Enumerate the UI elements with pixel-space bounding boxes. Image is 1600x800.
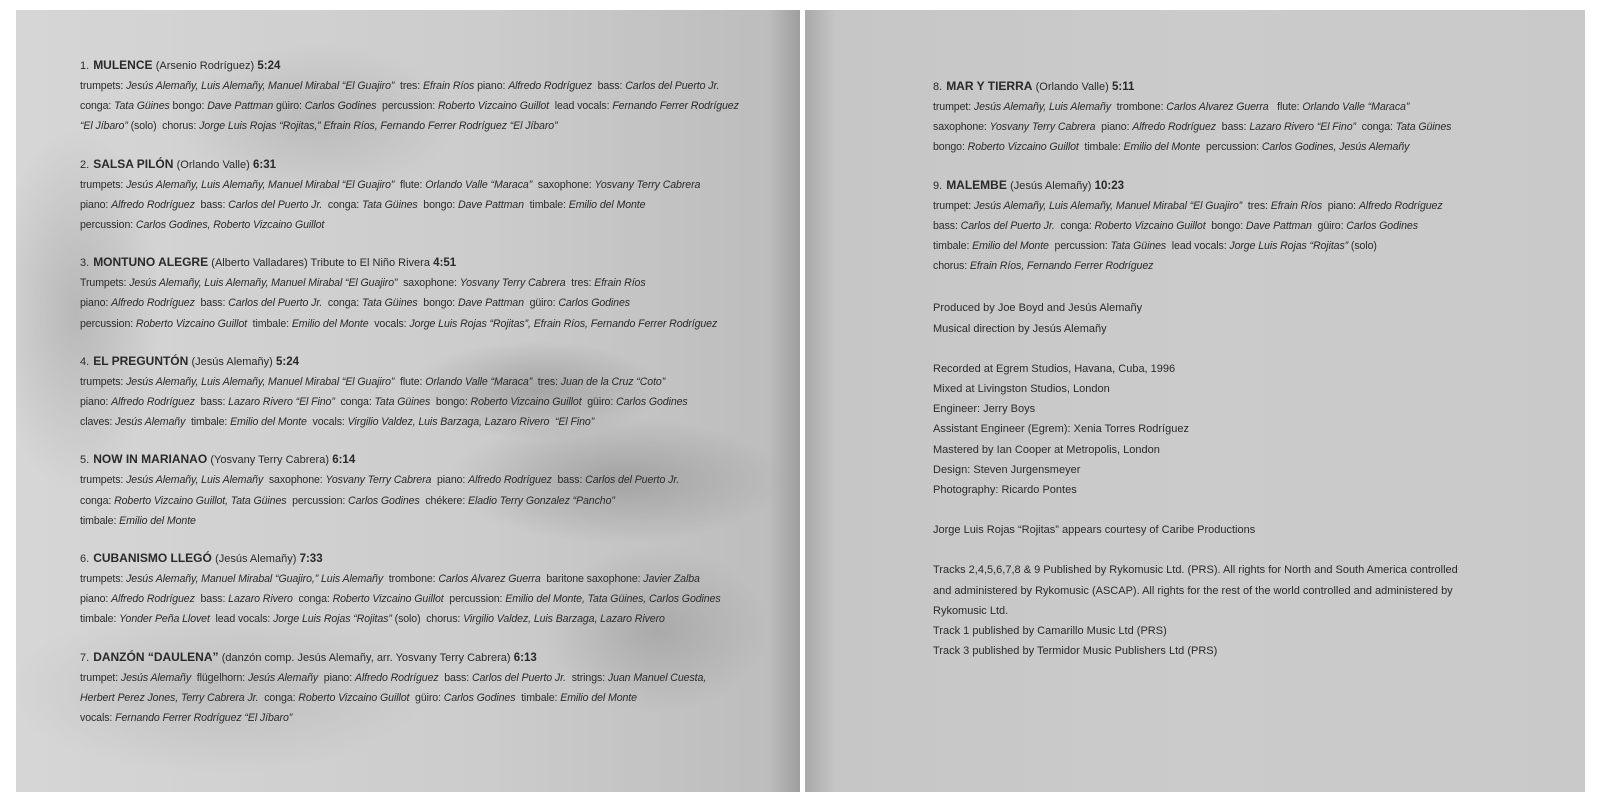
performer-names: Roberto Vizcaino Guillot [135, 317, 247, 330]
performer-names: Yonder Peña Llovet [119, 613, 210, 626]
instrument-role: bass: [933, 219, 961, 232]
instrument-role: piano: [318, 671, 355, 684]
performer-names: Tata Güines [1110, 240, 1167, 253]
performer-names: Juan de la Cruz “Coto” [560, 375, 666, 388]
instrument-role: tres: [394, 80, 423, 92]
track-heading [933, 76, 1573, 97]
track-credits [80, 569, 770, 630]
performer-names: Jesús Alemañy, Luis Alemañy, Manuel Mirabal “El Guajiro” [129, 277, 398, 290]
credit-line [933, 97, 1573, 117]
performer-names: Jesús Alemañy, Luis Alemañy [126, 474, 264, 487]
instrument-role: conga: [322, 198, 362, 211]
publishing-line: and administered by Rykomusic (ASCAP). All rights for the rest of the world controlled and administered by [933, 584, 1453, 597]
instrument-role: trumpets: [80, 375, 127, 388]
performer-names: Jorge Luis Rojas “Rojitas”, Efrain Ríos, Fernando Ferrer Rodríguez [409, 317, 718, 330]
track-title: CUBANISMO LLEGÓ [93, 551, 212, 566]
performer-names: Tata Güines [361, 297, 418, 310]
credit-line: Musical direction by Jesús Alemañy [933, 322, 1107, 335]
track-6 [80, 548, 770, 630]
performer-names: Roberto Vizcaino Guillot [437, 100, 550, 113]
performer-names: Javier Zalba [643, 573, 700, 586]
track-credits [80, 372, 770, 433]
performer-names: Jesús Alemañy, Manuel Mirabal “Guajiro,” Luis Alemañy [126, 573, 384, 586]
instrument-role: bass: [1215, 121, 1250, 134]
instrument-role: bass: [194, 396, 229, 409]
track-8 [933, 76, 1573, 158]
instrument-role: güiro: [409, 691, 444, 704]
track-composer: (Yosvany Terry Cabrera) [210, 454, 329, 467]
instrument-role: percussion: [286, 494, 349, 507]
instrument-role: claves: [80, 416, 116, 429]
performer-names: Alfredo Rodríguez [354, 671, 439, 684]
credit-line [80, 708, 770, 728]
performer-names: Alfredo Rodríguez [111, 297, 195, 310]
track-title: SALSA PILÓN [93, 156, 174, 171]
performer-names: Jesús Alemañy [115, 416, 186, 429]
track-heading [80, 647, 770, 668]
instrument-role: bass: [438, 671, 472, 684]
instrument-role: piano: [431, 474, 469, 487]
performer-names: Emilio del Monte [291, 317, 369, 330]
instrument-role: trombone: [383, 573, 439, 586]
performer-names: Emilio del Monte, Tata Güines, Carlos Godines [505, 593, 721, 606]
instrument-role: percussion: [1200, 141, 1262, 154]
instrument-role: timbale: [185, 416, 231, 429]
performer-names: Dave Pattman [207, 100, 274, 113]
track-credits [80, 470, 770, 531]
credit-line [80, 688, 770, 708]
credit-line [80, 609, 770, 629]
credit-line [933, 137, 1573, 157]
performer-names: Fernando Ferrer Rodríguez [612, 100, 739, 113]
track-heading [80, 449, 770, 470]
instrument-role: percussion: [80, 219, 136, 232]
credit-line: Photography: Ricardo Pontes [933, 484, 1077, 497]
performer-names: Emilio del Monte [119, 514, 196, 527]
instrument-role: güiro: [273, 100, 305, 113]
instrument-role: chékere: [419, 494, 469, 507]
instrument-role: flute: [394, 375, 426, 388]
instrument-role: bongo: [1205, 219, 1246, 232]
instrument-role: baritone saxophone: [540, 573, 644, 586]
instrument-role: bass: [551, 474, 586, 487]
track-title: MALEMBE [946, 177, 1007, 192]
instrument-role: trumpets: [80, 178, 127, 191]
instrument-role: güiro: [1311, 219, 1347, 232]
instrument-role: (solo) chorus: [391, 613, 464, 626]
instrument-role: trombone: [1110, 101, 1167, 113]
track-number: 4. [80, 355, 90, 368]
performer-names: Carlos del Puerto Jr. [228, 297, 323, 310]
performer-names: Roberto Vizcaino Guillot [332, 593, 444, 606]
instrument-role: flügelhorn: [191, 671, 248, 684]
performer-names: Yosvany Terry Cabrera [325, 474, 432, 487]
performer-names: Jesús Alemañy, Luis Alemañy, Manuel Mirabal “El Guajiro” [126, 178, 395, 191]
left-booklet-page [16, 10, 800, 792]
performer-names: Carlos Godines, Jesús Alemañy [1261, 141, 1410, 154]
track-credits [933, 196, 1573, 277]
track-composer: (Orlando Valle) [1035, 81, 1109, 93]
track-duration: 6:14 [332, 454, 356, 467]
instrument-role: tres: [532, 375, 561, 388]
instrument-role: trumpet: [80, 671, 121, 684]
credit-line [80, 589, 770, 609]
track-duration: 5:11 [1112, 81, 1135, 93]
instrument-role: conga: [1355, 121, 1396, 134]
recording-credits [933, 359, 1573, 500]
instrument-role: tres: [565, 277, 595, 290]
performer-names: Tata Güines [374, 396, 431, 409]
instrument-role: bongo: [417, 198, 458, 211]
credit-line: Mixed at Livingston Studios, London [933, 383, 1110, 396]
performer-names: Orlando Valle “Maraca” [425, 178, 533, 191]
instrument-role: conga: [80, 494, 115, 507]
instrument-role: piano: [1095, 121, 1133, 134]
track-heading [80, 154, 770, 175]
credit-line [933, 236, 1573, 256]
publishing-line: Track 1 published by Camarillo Music Ltd (PRS) [933, 625, 1167, 638]
instrument-role: piano: [80, 593, 112, 606]
left-tracklist [80, 55, 770, 745]
publishing-notice [933, 560, 1573, 661]
track-2 [80, 154, 770, 236]
track-number: 1. [80, 60, 90, 72]
courtesy-line: Jorge Luis Rojas “Rojitas” appears courtesy of Caribe Productions [933, 524, 1256, 537]
credit-line [80, 215, 770, 235]
instrument-role: lead vocals: [549, 100, 613, 113]
track-duration: 6:31 [253, 158, 277, 171]
performer-names: Alfredo Rodríguez [111, 198, 195, 211]
instrument-role: trumpet: [933, 199, 974, 212]
track-number: 7. [80, 651, 90, 664]
credit-line [80, 392, 770, 412]
credit-line: Engineer: Jerry Boys [933, 403, 1036, 416]
credit-line: Design: Steven Jurgensmeyer [933, 463, 1081, 476]
instrument-role: tres: [1242, 199, 1271, 212]
track-heading [80, 252, 770, 273]
instrument-role: percussion: [443, 593, 506, 606]
credit-line: Recorded at Egrem Studios, Havana, Cuba, 1996 [933, 362, 1176, 375]
instrument-role: timbale: [80, 613, 120, 626]
track-composer: (Jesús Alemañy) [1010, 179, 1092, 192]
production-credits [933, 298, 1573, 338]
track-3 [80, 252, 770, 334]
track-number: 9. [933, 179, 943, 192]
instrument-role: conga: [80, 100, 115, 113]
credit-line [80, 293, 770, 313]
instrument-role: trumpets: [80, 474, 127, 487]
track-title: EL PREGUNTÓN [93, 353, 189, 368]
performer-names: Virgilio Valdez, Luis Barzaga, Lazaro Rivero “El Fino” [347, 416, 595, 429]
performer-names: Emilio del Monte [568, 198, 646, 211]
instrument-role: timbale: [80, 514, 120, 527]
performer-names: Carlos Godines, Roberto Vizcaino Guillot [135, 219, 325, 232]
track-composer: (Jesús Alemañy) [215, 553, 297, 566]
track-composer: (Jesús Alemañy) [191, 355, 273, 368]
track-duration: 5:24 [276, 355, 300, 368]
track-title: MAR Y TIERRA [946, 79, 1033, 93]
performer-names: Emilio del Monte [1123, 141, 1201, 154]
credit-line [80, 511, 770, 531]
credit-line [80, 116, 770, 136]
instrument-role: bass: [194, 198, 229, 211]
performer-names: Juan Manuel Cuesta, [607, 671, 707, 684]
right-content [933, 76, 1573, 661]
track-1 [80, 55, 770, 137]
performer-names: Alfredo Rodríguez [111, 593, 195, 606]
track-credits [933, 97, 1573, 158]
track-composer: (Alberto Valladares) [211, 257, 308, 270]
credit-line [80, 76, 770, 96]
performer-names: Roberto Vizcaino Guillot [298, 691, 410, 704]
credit-line [80, 470, 770, 490]
performer-names: Roberto Vizcaino Guillot [470, 396, 582, 409]
performer-names: Carlos Alvarez Guerra [1166, 101, 1269, 113]
instrument-role: bongo: [933, 141, 968, 154]
performer-names: Alfredo Rodríguez [1358, 199, 1443, 212]
instrument-role: percussion: [80, 317, 136, 330]
instrument-role: saxophone: [263, 474, 326, 487]
performer-names: Efrain Ríos, Fernando Ferrer Rodríguez [969, 260, 1154, 273]
instrument-role: bongo: [430, 396, 471, 409]
performer-names: Roberto Vizcaino Guillot [1094, 219, 1206, 232]
track-heading [933, 175, 1573, 196]
track-heading [80, 55, 770, 76]
track-number: 8. [933, 81, 943, 93]
performer-names: Jesús Alemañy, Luis Alemañy [973, 101, 1111, 113]
performer-names: Carlos Godines [304, 100, 377, 113]
performer-names: Carlos del Puerto Jr. [228, 198, 323, 211]
performer-names: Fernando Ferrer Rodríguez “El Jíbaro” [115, 712, 293, 725]
track-title: NOW IN MARIANAO [93, 452, 208, 467]
track-credits [80, 76, 770, 137]
performer-names: Orlando Valle “Maraca” [425, 375, 533, 388]
track-number: 6. [80, 553, 90, 566]
instrument-role: timbale: [523, 198, 569, 211]
instrument-role: piano: [80, 198, 112, 211]
track-title: MONTUNO ALEGRE [93, 255, 209, 270]
performer-names: Efrain Ríos [594, 277, 646, 290]
performer-names: Lazaro Rivero “El Fino” [228, 396, 335, 409]
track-credits [80, 668, 770, 729]
credit-line [933, 216, 1573, 236]
credit-line [80, 314, 770, 334]
publishing-line: Tracks 2,4,5,6,7,8 & 9 Published by Rykomusic Ltd. (PRS). All rights for North and South America controlled [933, 564, 1458, 577]
performer-names: Jesús Alemañy, Luis Alemañy, Manuel Mirabal “El Guajiro” [126, 80, 395, 92]
track-composer: (danzón comp. Jesús Alemañy, arr. Yosvany Terry Cabrera) [221, 651, 511, 664]
performer-names: “El Jíbaro” [80, 120, 128, 133]
instrument-role: saxophone: [532, 178, 595, 191]
right-booklet-page [805, 10, 1585, 792]
instrument-role: trumpet: [933, 101, 974, 113]
track-composer: (Arsenio Rodríguez) [155, 60, 255, 72]
credit-line [80, 569, 770, 589]
instrument-role: (solo) [1348, 240, 1377, 253]
instrument-role: conga: [258, 691, 299, 704]
performer-names: Jorge Luis Rojas “Rojitas,” Efrain Ríos, Fernando Ferrer Rodríguez “El Jíbaro” [199, 120, 558, 133]
credit-line: Produced by Joe Boyd and Jesús Alemañy [933, 302, 1143, 315]
instrument-role: bass: [194, 297, 229, 310]
instrument-role: trumpets: [80, 80, 127, 92]
instrument-role: percussion: [376, 100, 438, 113]
track-number: 2. [80, 158, 90, 171]
track-composer: (Orlando Valle) [176, 158, 250, 171]
instrument-role: timbale: [1078, 141, 1124, 154]
instrument-role: bongo: [417, 297, 458, 310]
instrument-role: timbale: [515, 691, 561, 704]
track-duration: 6:13 [513, 651, 537, 664]
instrument-role: vocals: [80, 712, 116, 725]
performer-names: Roberto Vizcaino Guillot [967, 141, 1079, 154]
credit-line [80, 175, 770, 195]
publishing-line: Track 3 published by Termidor Music Publishers Ltd (PRS) [933, 645, 1218, 658]
track-duration: 10:23 [1094, 179, 1124, 192]
track-5 [80, 449, 770, 531]
instrument-role: piano: [1322, 199, 1359, 212]
courtesy-note [933, 520, 1573, 540]
performer-names: Yosvany Terry Cabrera [459, 277, 566, 290]
instrument-role: lead vocals: [209, 613, 274, 626]
instrument-role: piano: [80, 297, 112, 310]
right-tracklist [933, 76, 1573, 276]
track-9 [933, 175, 1573, 277]
instrument-role: percussion: [1048, 240, 1111, 253]
credit-line [80, 491, 770, 511]
performer-names: Carlos Godines [348, 494, 420, 507]
performer-names: Alfredo Rodríguez [468, 474, 552, 487]
performer-names: Jorge Luis Rojas “Rojitas” [273, 613, 392, 626]
credit-line [933, 256, 1573, 276]
performer-names: Carlos Godines [558, 297, 630, 310]
track-note: Tribute to El Niño Rivera [307, 257, 430, 270]
instrument-role: lead vocals: [1166, 240, 1230, 253]
track-title: MULENCE [93, 58, 153, 72]
publishing-line: Rykomusic Ltd. [933, 604, 1009, 617]
credit-line: Assistant Engineer (Egrem): Xenia Torres Rodríguez [933, 423, 1189, 436]
instrument-role: (solo) chorus: [127, 120, 200, 133]
instrument-role: bass: [591, 80, 626, 92]
instrument-role: güiro: [523, 297, 559, 310]
credit-line: Mastered by Ian Cooper at Metropolis, London [933, 443, 1160, 456]
performer-names: Roberto Vizcaino Guillot, Tata Güines [114, 494, 287, 507]
instrument-role: saxophone: [397, 277, 460, 290]
performer-names: Herbert Perez Jones, Terry Cabrera Jr. [80, 691, 259, 704]
performer-names: Dave Pattman [457, 297, 524, 310]
performer-names: Tata Güines [1395, 121, 1452, 134]
track-4 [80, 351, 770, 433]
track-duration: 7:33 [299, 553, 323, 566]
instrument-role: conga: [334, 396, 375, 409]
performer-names: Carlos Godines [443, 691, 516, 704]
instrument-role: bongo: [169, 100, 208, 113]
performer-names: Jesús Alemañy [247, 671, 319, 684]
instrument-role: saxophone: [933, 121, 990, 134]
performer-names: Carlos del Puerto Jr. [625, 80, 720, 92]
track-title: DANZÓN “DAULENA” [93, 649, 219, 664]
instrument-role: flute: [394, 178, 426, 191]
performer-names: Alfredo Rodríguez [1132, 121, 1216, 134]
track-heading [80, 548, 770, 569]
instrument-role: bass: [194, 593, 229, 606]
performer-names: Jesús Alemañy, Luis Alemañy, Manuel Mirabal “El Guajiro” [126, 375, 395, 388]
track-duration: 5:24 [257, 60, 281, 72]
instrument-role: timbale: [246, 317, 292, 330]
performer-names: Eladio Terry Gonzalez “Pancho” [468, 494, 615, 507]
credit-line [80, 412, 770, 432]
performer-names: Virgilio Valdez, Luis Barzaga, Lazaro Rivero [463, 613, 665, 626]
performer-names: Carlos Alvarez Guerra [438, 573, 541, 586]
performer-names: Carlos Godines [616, 396, 688, 409]
instrument-role: conga: [292, 593, 333, 606]
credit-line [80, 668, 770, 688]
performer-names: Dave Pattman [1245, 219, 1312, 232]
performer-names: Carlos del Puerto Jr. [585, 474, 680, 487]
credit-line [80, 273, 770, 293]
performer-names: Tata Güines [361, 198, 418, 211]
credit-line [80, 195, 770, 215]
performer-names: Orlando Valle “Maraca” [1302, 101, 1410, 113]
instrument-role: strings: [566, 671, 608, 684]
instrument-role: chorus: [933, 260, 970, 273]
instrument-role: timbale: [933, 240, 973, 253]
instrument-role: Trumpets: [80, 277, 130, 290]
track-credits [80, 175, 770, 236]
performer-names: Tata Güines [114, 100, 170, 113]
instrument-role: piano: [474, 80, 509, 92]
performer-names: Carlos Godines [1346, 219, 1418, 232]
credit-line [80, 372, 770, 392]
performer-names: Alfredo Rodríguez [508, 80, 592, 92]
track-number: 5. [80, 454, 90, 467]
track-number: 3. [80, 257, 90, 270]
instrument-role: vocals: [368, 317, 410, 330]
track-credits [80, 273, 770, 334]
performer-names: Jesús Alemañy, Luis Alemañy, Manuel Mirabal “El Guajiro” [973, 199, 1243, 212]
performer-names: Lazaro Rivero [228, 593, 293, 606]
instrument-role: conga: [322, 297, 362, 310]
performer-names: Jorge Luis Rojas “Rojitas” [1229, 240, 1349, 253]
instrument-role: vocals: [306, 416, 348, 429]
performer-names: Dave Pattman [457, 198, 524, 211]
performer-names: Alfredo Rodríguez [111, 396, 195, 409]
performer-names: Emilio del Monte [972, 240, 1049, 253]
instrument-role: piano: [80, 396, 112, 409]
instrument-role: conga: [1054, 219, 1095, 232]
performer-names: Yosvany Terry Cabrera [594, 178, 701, 191]
performer-names: Emilio del Monte [560, 691, 637, 704]
performer-names: Carlos del Puerto Jr. [960, 219, 1055, 232]
performer-names: Lazaro Rivero “El Fino” [1249, 121, 1356, 134]
performer-names: Carlos del Puerto Jr. [471, 671, 567, 684]
track-7 [80, 647, 770, 729]
performer-names: Emilio del Monte [230, 416, 307, 429]
performer-names: Efrain Ríos [422, 80, 475, 92]
performer-names: Yosvany Terry Cabrera [989, 121, 1096, 134]
performer-names: Efrain Ríos [1270, 199, 1323, 212]
credit-line [80, 96, 770, 116]
instrument-role: flute: [1268, 101, 1303, 113]
track-duration: 4:51 [433, 257, 457, 270]
credit-line [933, 196, 1573, 216]
track-heading [80, 351, 770, 372]
performer-names: Jesús Alemañy [120, 671, 192, 684]
instrument-role: güiro: [581, 396, 617, 409]
credit-line [933, 117, 1573, 137]
instrument-role: trumpets: [80, 573, 127, 586]
